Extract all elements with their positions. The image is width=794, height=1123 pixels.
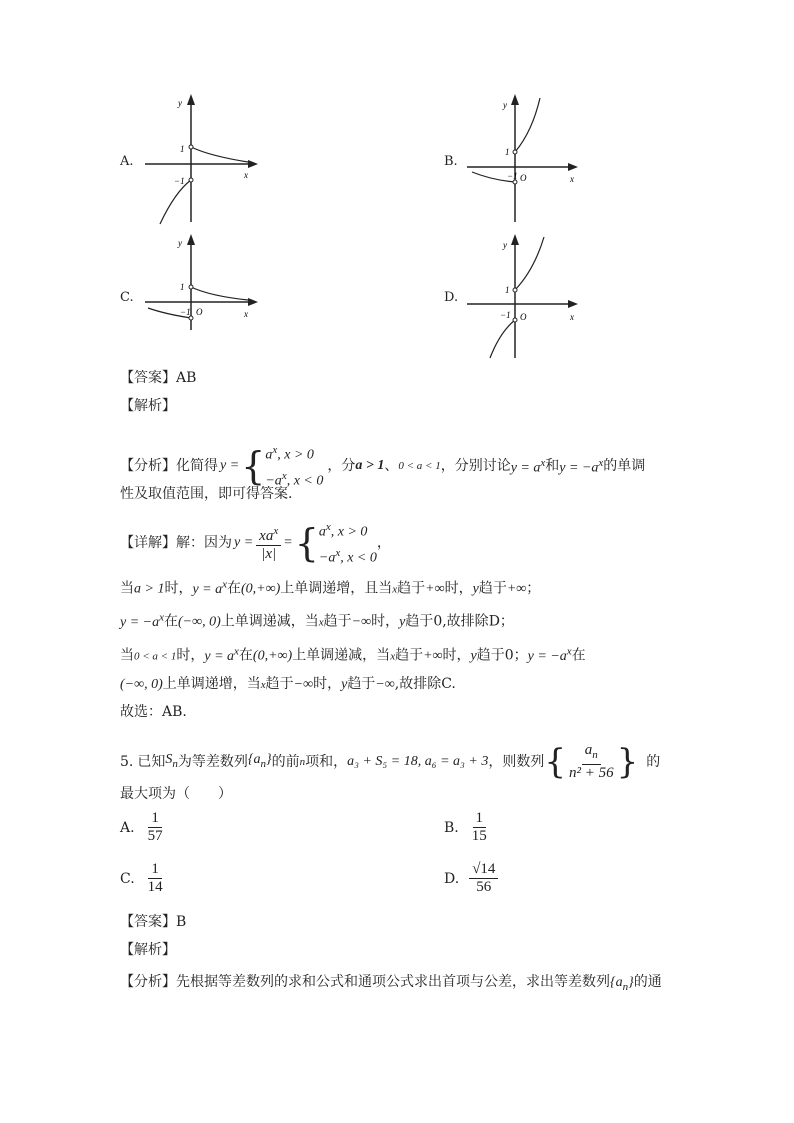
graph-a-open-point-1 (189, 145, 193, 149)
q5-answer: B (176, 914, 187, 930)
q4-detail-line (120, 517, 391, 568)
graph-c-x-arrow (248, 298, 258, 306)
q5-fenxi-tag: 【分析】 (120, 974, 176, 990)
graph-c-curve-right (191, 287, 248, 300)
graph-d-neg-one: −1 (500, 310, 511, 320)
q4-fenxi-2: ，分 (327, 457, 356, 474)
graph-b-x-arrow (568, 163, 578, 171)
q4-y1: $y = a^x$ (510, 456, 546, 476)
q4-detail-y: y = (234, 534, 254, 550)
graph-d-label: D. (444, 290, 459, 305)
graph-d-x-arrow (568, 300, 578, 308)
q4-brace: { (241, 443, 266, 488)
q5-sn: $S_n$ (165, 752, 178, 770)
q5-answer-line (120, 912, 186, 932)
q4-detail-cases (319, 517, 377, 568)
q5-frac-den: n² + 56 (568, 765, 614, 781)
q4-a-between: 0 < a < 1 (398, 459, 441, 472)
q4-case1: $a^x$, x > 0 (265, 444, 314, 463)
q4-fenxi-line2: 性及取值范围，即可得答案. (120, 486, 293, 502)
q5-fenxi-line (120, 972, 662, 997)
graph-a-one: 1 (180, 144, 185, 154)
q5-n: n (299, 756, 306, 768)
q4-detail-case2: $-a^x$, x < 0 (318, 546, 377, 566)
q5-option-b-frac: $\frac{1}{15}$ (471, 810, 487, 844)
graph-b-y-label: y (503, 100, 507, 110)
q5-t2: 为等差数列 (177, 754, 248, 770)
graph-a-x-label: x (244, 170, 248, 180)
q5-frac-num: $a_n$ (582, 742, 601, 765)
q4-detail-frac-den: |x| (261, 545, 277, 562)
graph-d-one: 1 (505, 285, 510, 295)
q5-option-c[interactable] (120, 861, 166, 896)
q4-line-2: $y = -a^x$在(−∞, 0)上单调递减，当x趋于−∞时，y趋于0,故排除D； (120, 611, 514, 630)
graph-d (462, 232, 587, 360)
graph-a-neg-one: −1 (174, 176, 185, 186)
graph-b-label: B. (444, 154, 458, 169)
q5-option-d-label: D. (444, 870, 460, 887)
graph-d-y-label: y (503, 240, 507, 250)
q4-analysis-tag: 【解析】 (120, 398, 176, 414)
q4-fenxi-3: ，分别讨论 (440, 457, 511, 474)
q4-detail-case1: $a^x$, x > 0 (318, 521, 368, 540)
graph-c-x-label: x (244, 309, 248, 319)
q5-t1: 已知 (137, 754, 166, 770)
graph-c-y-arrow (187, 234, 195, 245)
q5-option-c-frac: $\frac{1}{14}$ (147, 861, 163, 895)
q4-y2: $y = -a^x$ (559, 456, 604, 476)
q5-analysis-tag: 【解析】 (120, 942, 176, 958)
q4-sep: 、 (384, 457, 399, 474)
q4-and: 和 (545, 457, 560, 474)
q4-detail-brace: { (294, 520, 319, 565)
graph-d-y-arrow (511, 234, 519, 245)
q5-fenxi-seq: $\{a_n\}$ (610, 975, 634, 993)
graph-a-curve-right (191, 147, 248, 162)
q5-t4: 项和， (305, 754, 348, 770)
q5-fenxi: 先根据等差数列的求和公式和通项公式求出首项与公差，求出等差数列 (176, 974, 610, 990)
q5-num: 5. (120, 754, 134, 770)
graph-c-neg-one: −1 (180, 307, 191, 317)
graph-c-one: 1 (180, 282, 185, 292)
graph-a-y-label: y (178, 98, 182, 108)
graph-d-curve-right (515, 237, 544, 290)
q4-detail-comma: ， (376, 534, 391, 551)
graph-b-x-label: x (570, 174, 574, 184)
graph-b-y-arrow (511, 94, 519, 105)
graph-c-y-label: y (178, 238, 182, 248)
q4-y-eq: y = (220, 457, 240, 473)
graph-b-open-point-1 (513, 150, 517, 154)
graph-b-origin: O (520, 173, 527, 183)
graph-d-x-label: x (570, 312, 574, 322)
q5-question-line (120, 742, 660, 782)
graph-a-x-arrow (248, 160, 258, 168)
q5-t5: ，则数列 (488, 754, 545, 770)
q5-cond: a₃ + S₅ = 18, a₆ = a₃ + 3 (347, 754, 489, 769)
q4-case2: $-a^x$, x < 0 (265, 469, 324, 489)
graph-a-curve-left (160, 180, 191, 224)
q5-answer-tag: 【答案】 (120, 914, 176, 930)
q4-detail-frac (256, 523, 281, 563)
q5-brace-close: } (616, 742, 639, 782)
q5-t6: 的 (646, 754, 661, 770)
q4-line-3: 当0 < a < 1时，$y = a^x$在(0,+∞)上单调递减，当x趋于+∞时，y趋于0；$y = -a^x$在 (120, 645, 586, 664)
q4-line-1: 当a > 1时，$y = a^x$在(0,+∞)上单调递增，且当x趋于+∞时，y趋于+∞； (120, 578, 541, 597)
graph-b (462, 92, 587, 227)
q4-fenxi-1: 化简得 (176, 457, 218, 474)
graph-c-open-point-1 (189, 285, 193, 289)
q4-detail-frac-num: $xa^x$ (256, 523, 281, 546)
q5-option-a[interactable] (120, 810, 166, 845)
q5-t3: 的前 (271, 754, 300, 770)
q5-line2: 最大项为（ ） (120, 786, 232, 802)
q4-detail-1: 解：因为 (176, 534, 232, 551)
q5-option-b-label: B. (444, 819, 459, 836)
graph-a-open-point-2 (189, 178, 193, 182)
q4-detail-tag: 【详解】 (120, 534, 176, 551)
graph-d-origin: O (520, 312, 527, 322)
q5-fenxi-end: 的通 (633, 974, 662, 990)
q4-a-gt-1: a > 1 (355, 457, 385, 473)
q4-detail-eq: = (283, 534, 293, 550)
graph-d-curve-left (490, 320, 515, 358)
graph-d-open-point-2 (513, 318, 517, 322)
graph-d-open-point-1 (513, 288, 517, 292)
q4-fenxi-tag: 【分析】 (120, 457, 176, 474)
q5-option-b[interactable] (444, 810, 490, 845)
graph-c-origin: O (196, 307, 203, 317)
graph-b-one: 1 (505, 147, 510, 157)
q4-choose: 故选：AB. (120, 704, 187, 720)
q5-option-d-frac: $\frac{√14}{56}$ (469, 861, 498, 896)
q4-answer-tag: 【答案】 (120, 370, 176, 386)
graph-b-neg-one: −1 (507, 171, 518, 181)
q4-answer: AB (176, 370, 197, 386)
graph-a (140, 92, 270, 227)
graph-a-label: A. (120, 154, 134, 169)
graph-c-label: C. (120, 290, 134, 305)
q4-answer-line (120, 368, 196, 388)
q5-option-a-label: A. (120, 819, 135, 836)
q5-brace-open: { (544, 742, 566, 782)
graph-a-y-arrow (187, 94, 195, 105)
q5-option-c-label: C. (120, 870, 135, 887)
graph-c (140, 232, 270, 332)
q5-option-a-frac: $\frac{1}{57}$ (147, 810, 163, 844)
q5-seq: $\{a_n\}$ (247, 752, 272, 770)
graph-b-curve-right (515, 98, 540, 152)
q4-line-4: (−∞, 0)上单调递增，当x趋于−∞时，y趋于−∞,故排除C. (120, 676, 456, 692)
q4-fenxi-4: 的单调 (603, 457, 646, 474)
q5-frac (566, 742, 617, 782)
q5-option-d[interactable] (444, 861, 498, 896)
